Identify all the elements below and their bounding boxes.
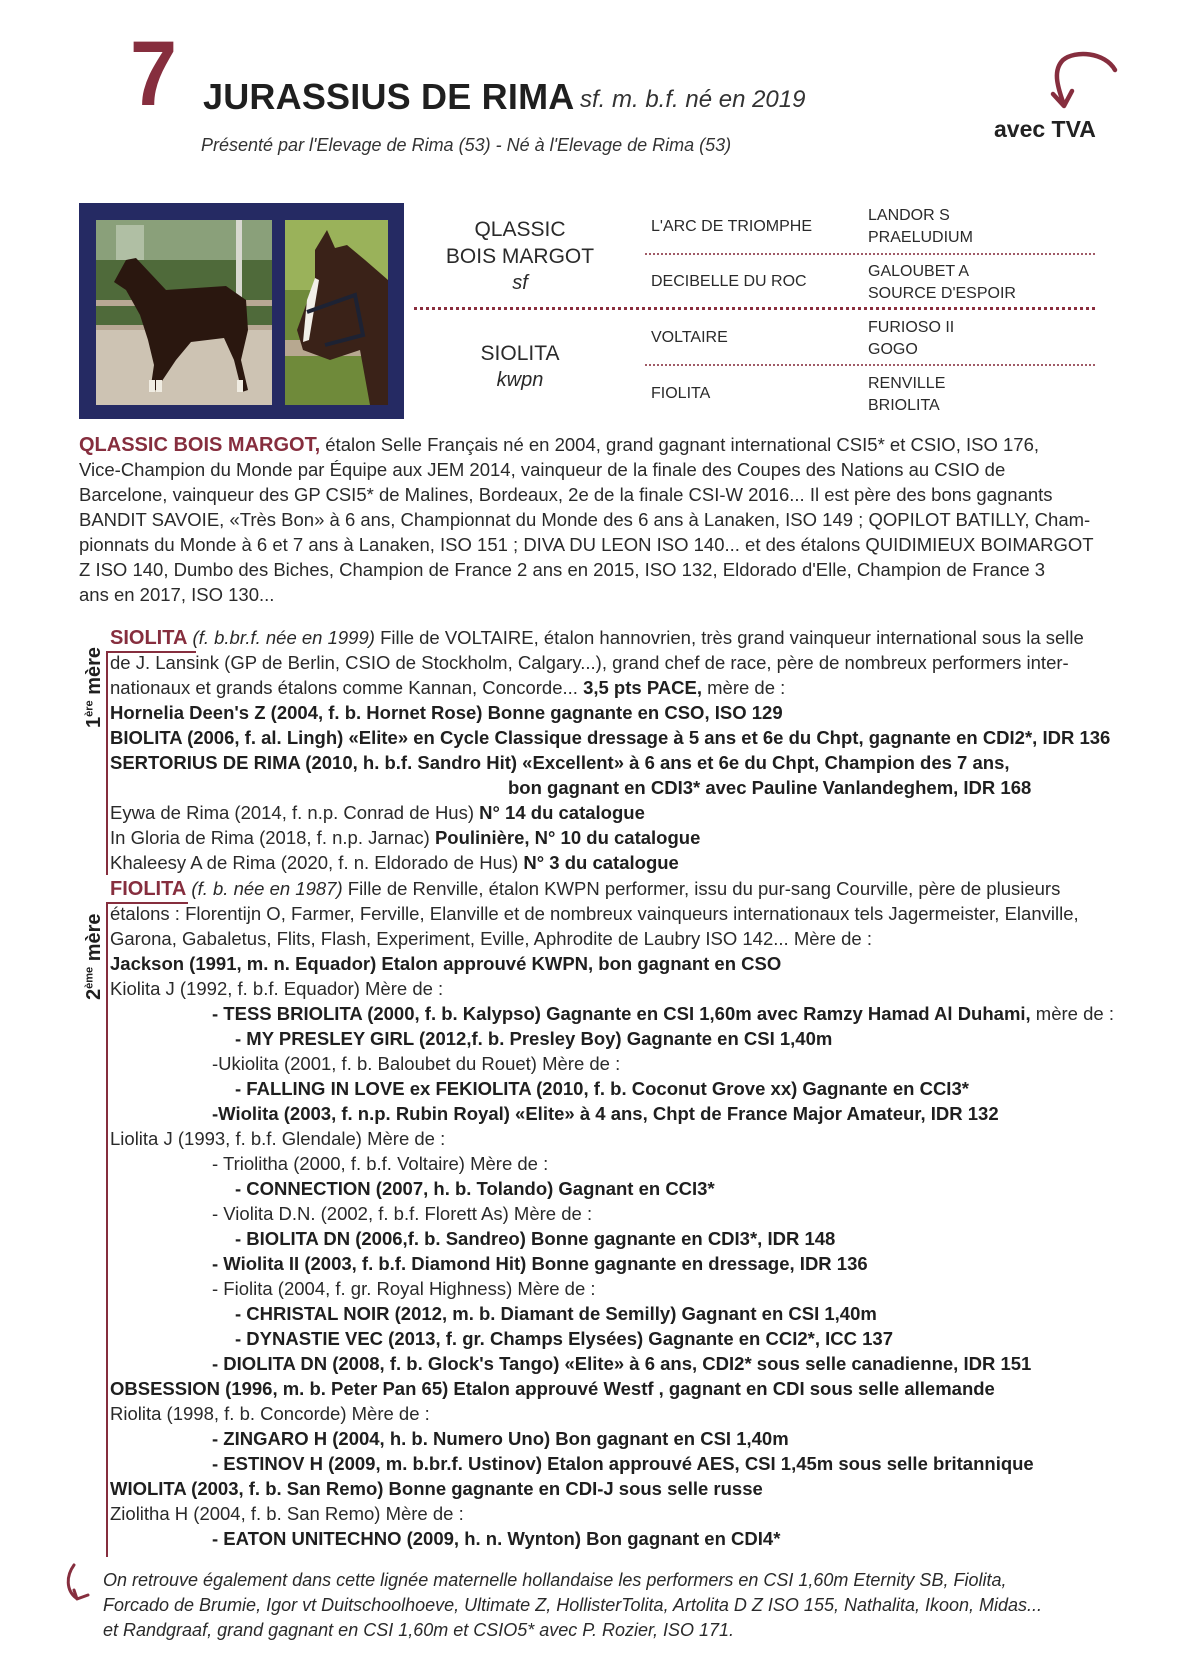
- first-dam-name: SIOLITA: [110, 627, 188, 649]
- great-grandparent: PRAELUDIUM: [868, 229, 973, 246]
- descendant-text: - Violita D.N. (2002, f. b.f. Florett As) Mère de :: [212, 1203, 593, 1224]
- descendant-line: [212, 1051, 620, 1076]
- dam-name: SIOLITA: [480, 342, 560, 365]
- label-word: mère: [83, 913, 105, 962]
- descendant-highlight: - FALLING IN LOVE ex FEKIOLITA (2010, f. b. Coconut Grove xx) Gagnante en CCI3*: [235, 1078, 969, 1099]
- descendant-line: [110, 976, 443, 1001]
- descendant-highlight: - CONNECTION (2007, h. b. Tolando) Gagnant en CCI3*: [235, 1178, 715, 1199]
- curved-arrow-icon: [1045, 50, 1125, 120]
- first-dam-intro: de J. Lansink (GP de Berlin, CSIO de Stockholm, Calgary...), grand chef de race, père de nombreux performers inter-: [110, 652, 1069, 673]
- great-grandparents-2: [868, 261, 1016, 305]
- descendant-highlight: - TESS BRIOLITA (2000, f. b. Kalypso) Gagnante en CSI 1,60m avec Ramzy Hamad Al Duhami,: [212, 1003, 1031, 1024]
- descendant-highlight: Jackson (1991, m. n. Equador) Etalon approuvé KWPN, bon gagnant en CSO: [110, 953, 782, 974]
- descendant-highlight: OBSESSION (1996, m. b. Peter Pan 65) Etalon approuvé Westf , gagnant en CDI sous selle allemande: [110, 1378, 995, 1399]
- descendant-line: [110, 1376, 995, 1401]
- great-grandparent: LANDOR S: [868, 207, 950, 224]
- descendant-highlight: - BIOLITA DN (2006,f. b. Sandreo) Bonne gagnante en CDI3*, IDR 148: [235, 1228, 836, 1249]
- great-grandparents-3: [868, 317, 954, 361]
- footer-note-line: et Randgraaf, grand gagnant en CSI 1,60m et CSIO5* avec P. Rozier, ISO 171.: [103, 1620, 735, 1640]
- descendant-text: Liolita J (1993, f. b.f. Glendale) Mère de :: [110, 1128, 446, 1149]
- descendant-highlight: WIOLITA (2003, f. b. San Remo) Bonne gagnante en CDI-J sous selle russe: [110, 1478, 763, 1499]
- sire-desc-line: pionnats du Monde à 6 et 7 ans à Lanaken, ISO 151 ; DIVA DU LEON ISO 140... et des étalons QUIDIMIEUX BOIMARGOT: [79, 534, 1094, 555]
- footer-note: [103, 1568, 1103, 1643]
- descendant-text: - Triolitha (2000, f. b.f. Voltaire) Mère de :: [212, 1153, 549, 1174]
- descendant-line: [212, 1001, 1114, 1026]
- grandsire-maternal: VOLTAIRE: [651, 329, 728, 346]
- grandsire-paternal: L'ARC DE TRIOMPHE: [651, 218, 813, 235]
- great-grandparent: BRIOLITA: [868, 397, 940, 414]
- catalogue-line: [110, 825, 700, 850]
- catalogue-line: [110, 850, 679, 875]
- descendant-line: [235, 1226, 835, 1251]
- sire-desc-line: Z ISO 140, Dumbo des Biches, Champion de France 2 ans en 2015, ISO 132, Eldorado d'Elle, Champion de France 3: [79, 559, 1046, 580]
- sire-name-line1: QLASSIC: [474, 218, 566, 241]
- pedigree-divider: [645, 253, 1095, 255]
- offspring-line: bon gagnant en CDI3* avec Pauline Vanlandeghem, IDR 168: [508, 777, 1032, 798]
- descendant-text: mère de :: [1030, 1003, 1114, 1024]
- second-dam-bracket: [106, 902, 108, 1557]
- label-number: 1: [83, 716, 105, 728]
- offspring-line: SERTORIUS DE RIMA (2010, h. b.f. Sandro Hit) «Excellent» à 6 ans et 6e du Chpt, Champion des 7 ans,: [110, 752, 1010, 773]
- descendant-line: [212, 1351, 1031, 1376]
- sire-desc-text: étalon Selle Français né en 2004, grand gagnant international CSI5* et CSIO, ISO 176,: [325, 434, 1039, 455]
- curved-arrow-icon: [62, 1562, 102, 1602]
- first-dam-label: [83, 647, 106, 728]
- great-grandparent: GALOUBET A: [868, 263, 970, 280]
- granddam-paternal: DECIBELLE DU ROC: [651, 273, 807, 290]
- photo-frame: [79, 203, 404, 419]
- pedigree-divider: [645, 364, 1095, 366]
- first-dam-bracket: [106, 651, 108, 875]
- descendant-line: [212, 1451, 1034, 1476]
- second-dam-intro: [110, 876, 1060, 902]
- descendant-highlight: - DYNASTIE VEC (2013, f. gr. Champs Elysées) Gagnante en CCI2*, ICC 137: [235, 1328, 893, 1349]
- second-dam-intro-text: Fille de Renville, étalon KWPN performer, issu du pur-sang Courville, père de plusieurs: [347, 878, 1061, 899]
- great-grandparents-4: [868, 373, 945, 417]
- descendant-text: Ziolitha H (2004, f. b. San Remo) Mère de :: [110, 1503, 464, 1524]
- second-dam-intro: étalons : Florentijn O, Farmer, Ferville, Elanville et de nombreux vainqueurs internationaux tels Jagermeister, Elanville,: [110, 903, 1079, 924]
- horse-head-photo: [285, 220, 388, 405]
- descendant-line: [110, 951, 781, 976]
- catalogue-ref: Poulinière, N° 10 du catalogue: [434, 827, 701, 848]
- intro-text: mère de :: [702, 677, 786, 698]
- descendant-line: [212, 1426, 789, 1451]
- label-number: 2: [83, 988, 105, 1000]
- label-word: mère: [83, 646, 105, 695]
- descendant-highlight: - EATON UNITECHNO (2009, h. n. Wynton) Bon gagnant en CDI4*: [212, 1528, 781, 1549]
- label-superscript: ème: [83, 966, 96, 989]
- catalogue-ref: N° 3 du catalogue: [523, 852, 679, 873]
- catalogue-horse: Khaleesy A de Rima (2020, f. n. Eldorado de Hus): [110, 852, 524, 873]
- horse-full-body-photo: [96, 220, 272, 405]
- sire-desc-line: ans en 2017, ISO 130...: [79, 584, 275, 605]
- second-dam-name: FIOLITA: [110, 878, 187, 900]
- descendant-line: [212, 1276, 596, 1301]
- sire-breed: sf: [512, 272, 528, 294]
- pedigree-divider-main: [414, 307, 1095, 310]
- pace-score: 3,5 pts PACE,: [583, 677, 702, 698]
- descendant-highlight: - MY PRESLEY GIRL (2012,f. b. Presley Boy) Gagnante en CSI 1,40m: [235, 1028, 833, 1049]
- descendant-highlight: - DIOLITA DN (2008, f. b. Glock's Tango) «Elite» à 6 ans, CDI2* sous selle canadienne, IDR 151: [212, 1353, 1032, 1374]
- descendant-line: [212, 1526, 780, 1551]
- descendant-highlight: - CHRISTAL NOIR (2012, m. b. Diamant de Semilly) Gagnant en CSI 1,40m: [235, 1303, 877, 1324]
- sire-section-name: QLASSIC BOIS MARGOT,: [79, 434, 321, 456]
- pedigree-dam: [420, 340, 620, 394]
- great-grandparent: GOGO: [868, 341, 918, 358]
- great-grandparent: SOURCE D'ESPOIR: [868, 285, 1016, 302]
- descendant-highlight: -Wiolita (2003, f. n.p. Rubin Royal) «Elite» à 4 ans, Chpt de France Major Amateur, IDR 132: [212, 1103, 999, 1124]
- descendant-highlight: - ZINGARO H (2004, h. b. Numero Uno) Bon gagnant en CSI 1,40m: [212, 1428, 789, 1449]
- sire-name-line2: BOIS MARGOT: [445, 245, 595, 268]
- descendant-line: [212, 1251, 868, 1276]
- first-dam-details: (f. b.br.f. née en 1999): [192, 627, 375, 648]
- footer-note-line: On retrouve également dans cette lignée maternelle hollandaise les performers en CSI 1,60m Eternity SB, Fiolita,: [103, 1570, 1007, 1590]
- descendant-line: [235, 1026, 832, 1051]
- descendant-text: Kiolita J (1992, f. b.f. Equador) Mère de :: [110, 978, 444, 999]
- descendant-line: [235, 1076, 969, 1101]
- catalogue-line: [110, 800, 645, 825]
- label-superscript: ère: [83, 700, 96, 717]
- descendant-line: [235, 1301, 877, 1326]
- sire-desc-line: Vice-Champion du Monde par Équipe aux JEM 2014, vainqueur de la finale des Coupes des Nations au CSIO de: [79, 459, 1006, 480]
- descendant-text: - Fiolita (2004, f. gr. Royal Highness) Mère de :: [212, 1278, 596, 1299]
- sire-desc-line: Barcelone, vainqueur des GP CSI5* de Malines, Bordeaux, 2e de la finale CSI-W 2016... Il est père des bons gagnants: [79, 484, 1053, 505]
- intro-text: nationaux et grands étalons comme Kannan, Concorde...: [110, 677, 584, 698]
- descendant-text: -Ukiolita (2001, f. b. Baloubet du Rouet) Mère de :: [212, 1053, 621, 1074]
- first-dam-intro: [110, 675, 785, 700]
- horse-name: JURASSIUS DE RIMA: [203, 76, 575, 117]
- descendant-line: [212, 1151, 548, 1176]
- horse-details: sf. m. b.f. né en 2019: [580, 86, 806, 113]
- second-dam-intro: Garona, Gabaletus, Flits, Flash, Experiment, Eville, Aphrodite de Laubry ISO 142... Mère de :: [110, 928, 872, 949]
- catalogue-ref: N° 14 du catalogue: [479, 802, 645, 823]
- descendant-line: [235, 1326, 893, 1351]
- offspring-line: BIOLITA (2006, f. al. Lingh) «Elite» en Cycle Classique dressage à 5 ans et 6e du Chpt, gagnante en CDI2*, IDR 136: [110, 727, 1111, 748]
- descendant-line: [110, 1126, 445, 1151]
- catalogue-horse: In Gloria de Rima (2018, f. n.p. Jarnac): [110, 827, 435, 848]
- catalogue-horse: Eywa de Rima (2014, f. n.p. Conrad de Hus): [110, 802, 480, 823]
- sire-desc-line: BANDIT SAVOIE, «Très Bon» à 6 ans, Championnat du Monde des 6 ans à Lanaken, ISO 149 ; QOPILOT BATILLY, Cham-: [79, 509, 1091, 530]
- offspring-line: Hornelia Deen's Z (2004, f. b. Hornet Rose) Bonne gagnante en CSO, ISO 129: [110, 702, 783, 723]
- second-dam-label: [83, 913, 106, 1000]
- dam-breed: kwpn: [496, 369, 544, 391]
- descendant-line: [110, 1501, 464, 1526]
- pedigree-sire: [420, 216, 620, 297]
- granddam-maternal: FIOLITA: [651, 385, 711, 402]
- descendant-line: [235, 1176, 715, 1201]
- second-dam-details: (f. b. née en 1987): [191, 878, 343, 899]
- descendant-line: [110, 1476, 763, 1501]
- tva-label: avec TVA: [994, 116, 1096, 142]
- great-grandparents-1: [868, 205, 973, 249]
- descendant-text: Riolita (1998, f. b. Concorde) Mère de :: [110, 1403, 430, 1424]
- great-grandparent: FURIOSO II: [868, 319, 955, 336]
- descendant-highlight: - Wiolita II (2003, f. b.f. Diamond Hit) Bonne gagnante en dressage, IDR 136: [212, 1253, 868, 1274]
- sire-desc-line: [79, 432, 1039, 458]
- great-grandparent: RENVILLE: [868, 375, 946, 392]
- presented-by: Présenté par l'Elevage de Rima (53) - Né à l'Elevage de Rima (53): [201, 135, 732, 155]
- descendant-line: [212, 1101, 999, 1126]
- lot-number: 7: [130, 23, 176, 125]
- first-dam-intro-text: Fille de VOLTAIRE, étalon hannovrien, très grand vainqueur international sous la selle: [380, 627, 1084, 648]
- footer-note-line: Forcado de Brumie, Igor vt Duitschoolhoeve, Ultimate Z, HollisterTolita, Artolita D Z ISO 155, Nathalita, Ikoon, Midas...: [103, 1595, 1043, 1615]
- descendant-line: [110, 1401, 430, 1426]
- descendant-highlight: - ESTINOV H (2009, m. b.br.f. Ustinov) Etalon approuvé AES, CSI 1,45m sous selle britannique: [212, 1453, 1034, 1474]
- first-dam-intro: [110, 625, 1084, 651]
- descendant-line: [212, 1201, 592, 1226]
